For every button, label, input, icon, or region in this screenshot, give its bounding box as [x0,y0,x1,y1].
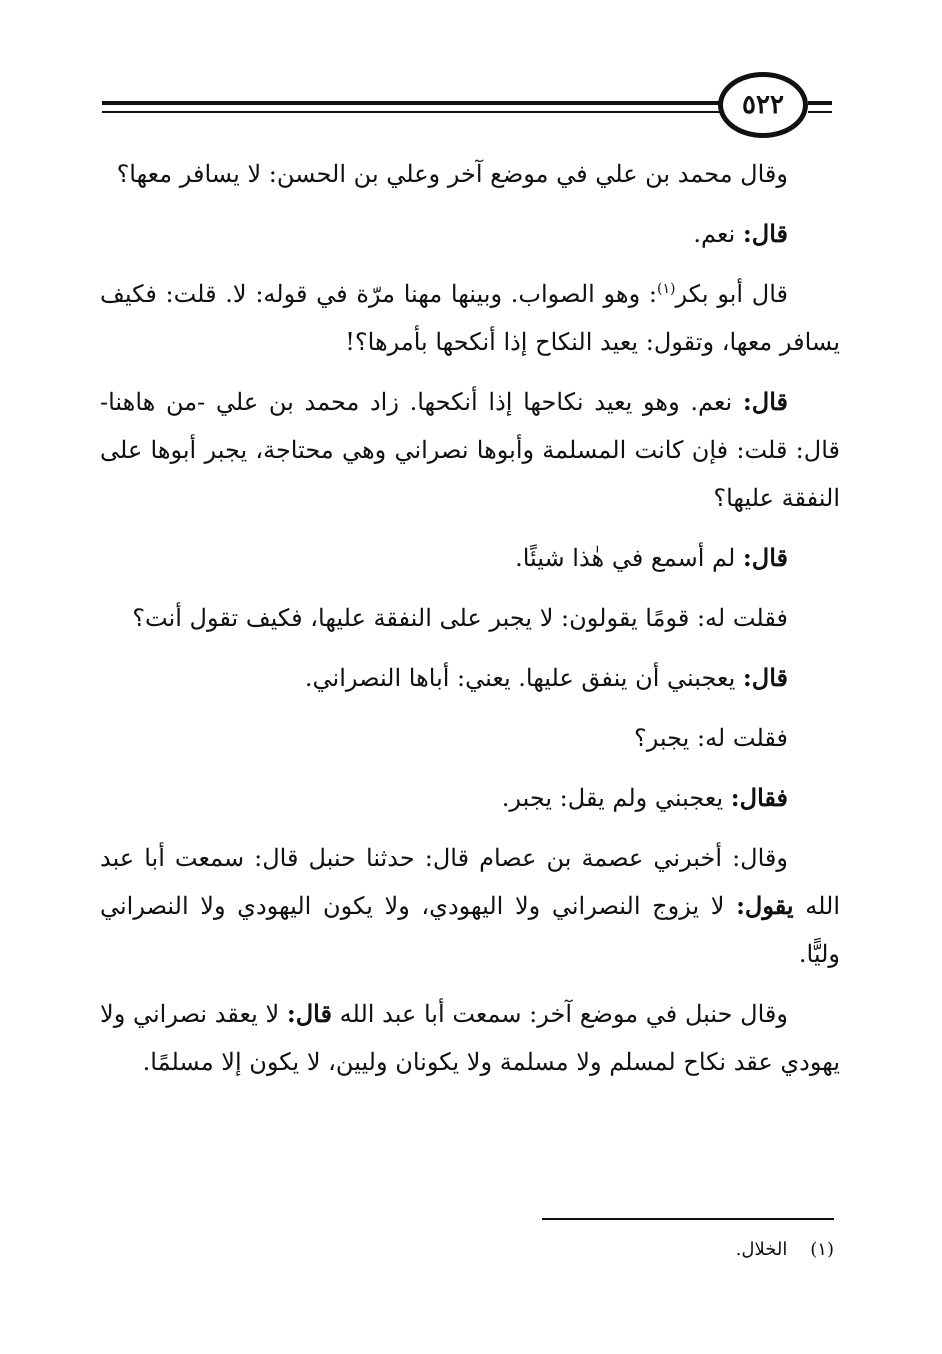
paragraph [100,774,840,822]
paragraph-text: لا يزوج النصراني ولا اليهودي، ولا يكون اليهودي ولا النصراني وليًّا. [100,892,840,968]
speaker-label: قال: [742,543,788,572]
paragraph-text: وقال محمد بن علي في موضع آخر وعلي بن الحسن: لا يسافر معها؟ [116,160,788,188]
paragraph [100,834,840,978]
paragraph-text: : وهو الصواب. وبينها مهنا مرّة في قوله: لا. قلت: فكيف يسافر معها، وتقول: يعيد النكاح إذا أنكحها بأمرها؟! [100,280,840,356]
paragraph-text: فقلت له: قومًا يقولون: لا يجبر على النفقة عليها، فكيف تقول أنت؟ [132,604,788,632]
paragraph-text: يعجبني ولم يقل: يجبر. [501,784,731,812]
paragraph [100,534,840,582]
paragraph-text: يعجبني أن ينفق عليها. يعني: أباها النصراني. [304,664,743,692]
paragraph-text: قال أبو بكر [675,280,788,308]
paragraph [100,270,840,366]
footnote-ref: (١) [656,281,676,297]
paragraph [100,990,840,1086]
paragraph-text: لا يعقد نصراني ولا يهودي عقد نكاح لمسلم ولا مسلمة ولا يكونان وليين، لا يكون إلا مسلمًا. [100,1000,840,1076]
footnote-divider [542,1218,834,1220]
footnote-text: الخلال. [735,1239,788,1260]
paragraph-text: وقال: أخبرني عصمة بن عصام قال: حدثنا حنبل قال: سمعت أبا عبد الله [100,844,840,920]
speaker-label: قال: [742,387,788,416]
paragraph-text: وقال حنبل في موضع آخر: سمعت أبا عبد الله [331,1000,788,1028]
paragraph [100,594,840,642]
paragraph-text: فقلت له: يجبر؟ [633,724,788,752]
paragraph [100,714,840,762]
paragraph [100,150,840,198]
speaker-label: قال: [286,999,332,1028]
paragraph-text: نعم. وهو يعيد نكاحها إذا أنكحها. زاد محمد بن علي -من هاهنا- قال: قلت: فإن كانت المسلمة وأبوها نصراني وهي محتاجة، يجبر أبوها على النفقة عليها؟ [100,388,840,512]
footnote [500,1236,834,1264]
footnote-spacer [793,1239,804,1260]
page-number: ٥٢٢ [718,72,808,138]
speaker-label: قال: [742,219,788,248]
paragraph [100,210,840,258]
paragraph-text: نعم. [693,220,743,248]
main-text [100,150,840,1098]
page-header [0,0,942,150]
speaker-label: قال: [742,663,788,692]
header-rule-thin [102,111,722,113]
speaker-label: فقال: [730,783,788,812]
speaker-label: يقول: [736,891,794,920]
paragraph-text: لم أسمع في هٰذا شيئًا. [515,544,743,572]
header-rule-right-thin [808,111,832,113]
header-rule-right-thick [808,101,832,105]
footnote-marker: (١) [810,1239,834,1260]
header-rule-thick [102,101,722,105]
paragraph [100,378,840,522]
paragraph [100,654,840,702]
